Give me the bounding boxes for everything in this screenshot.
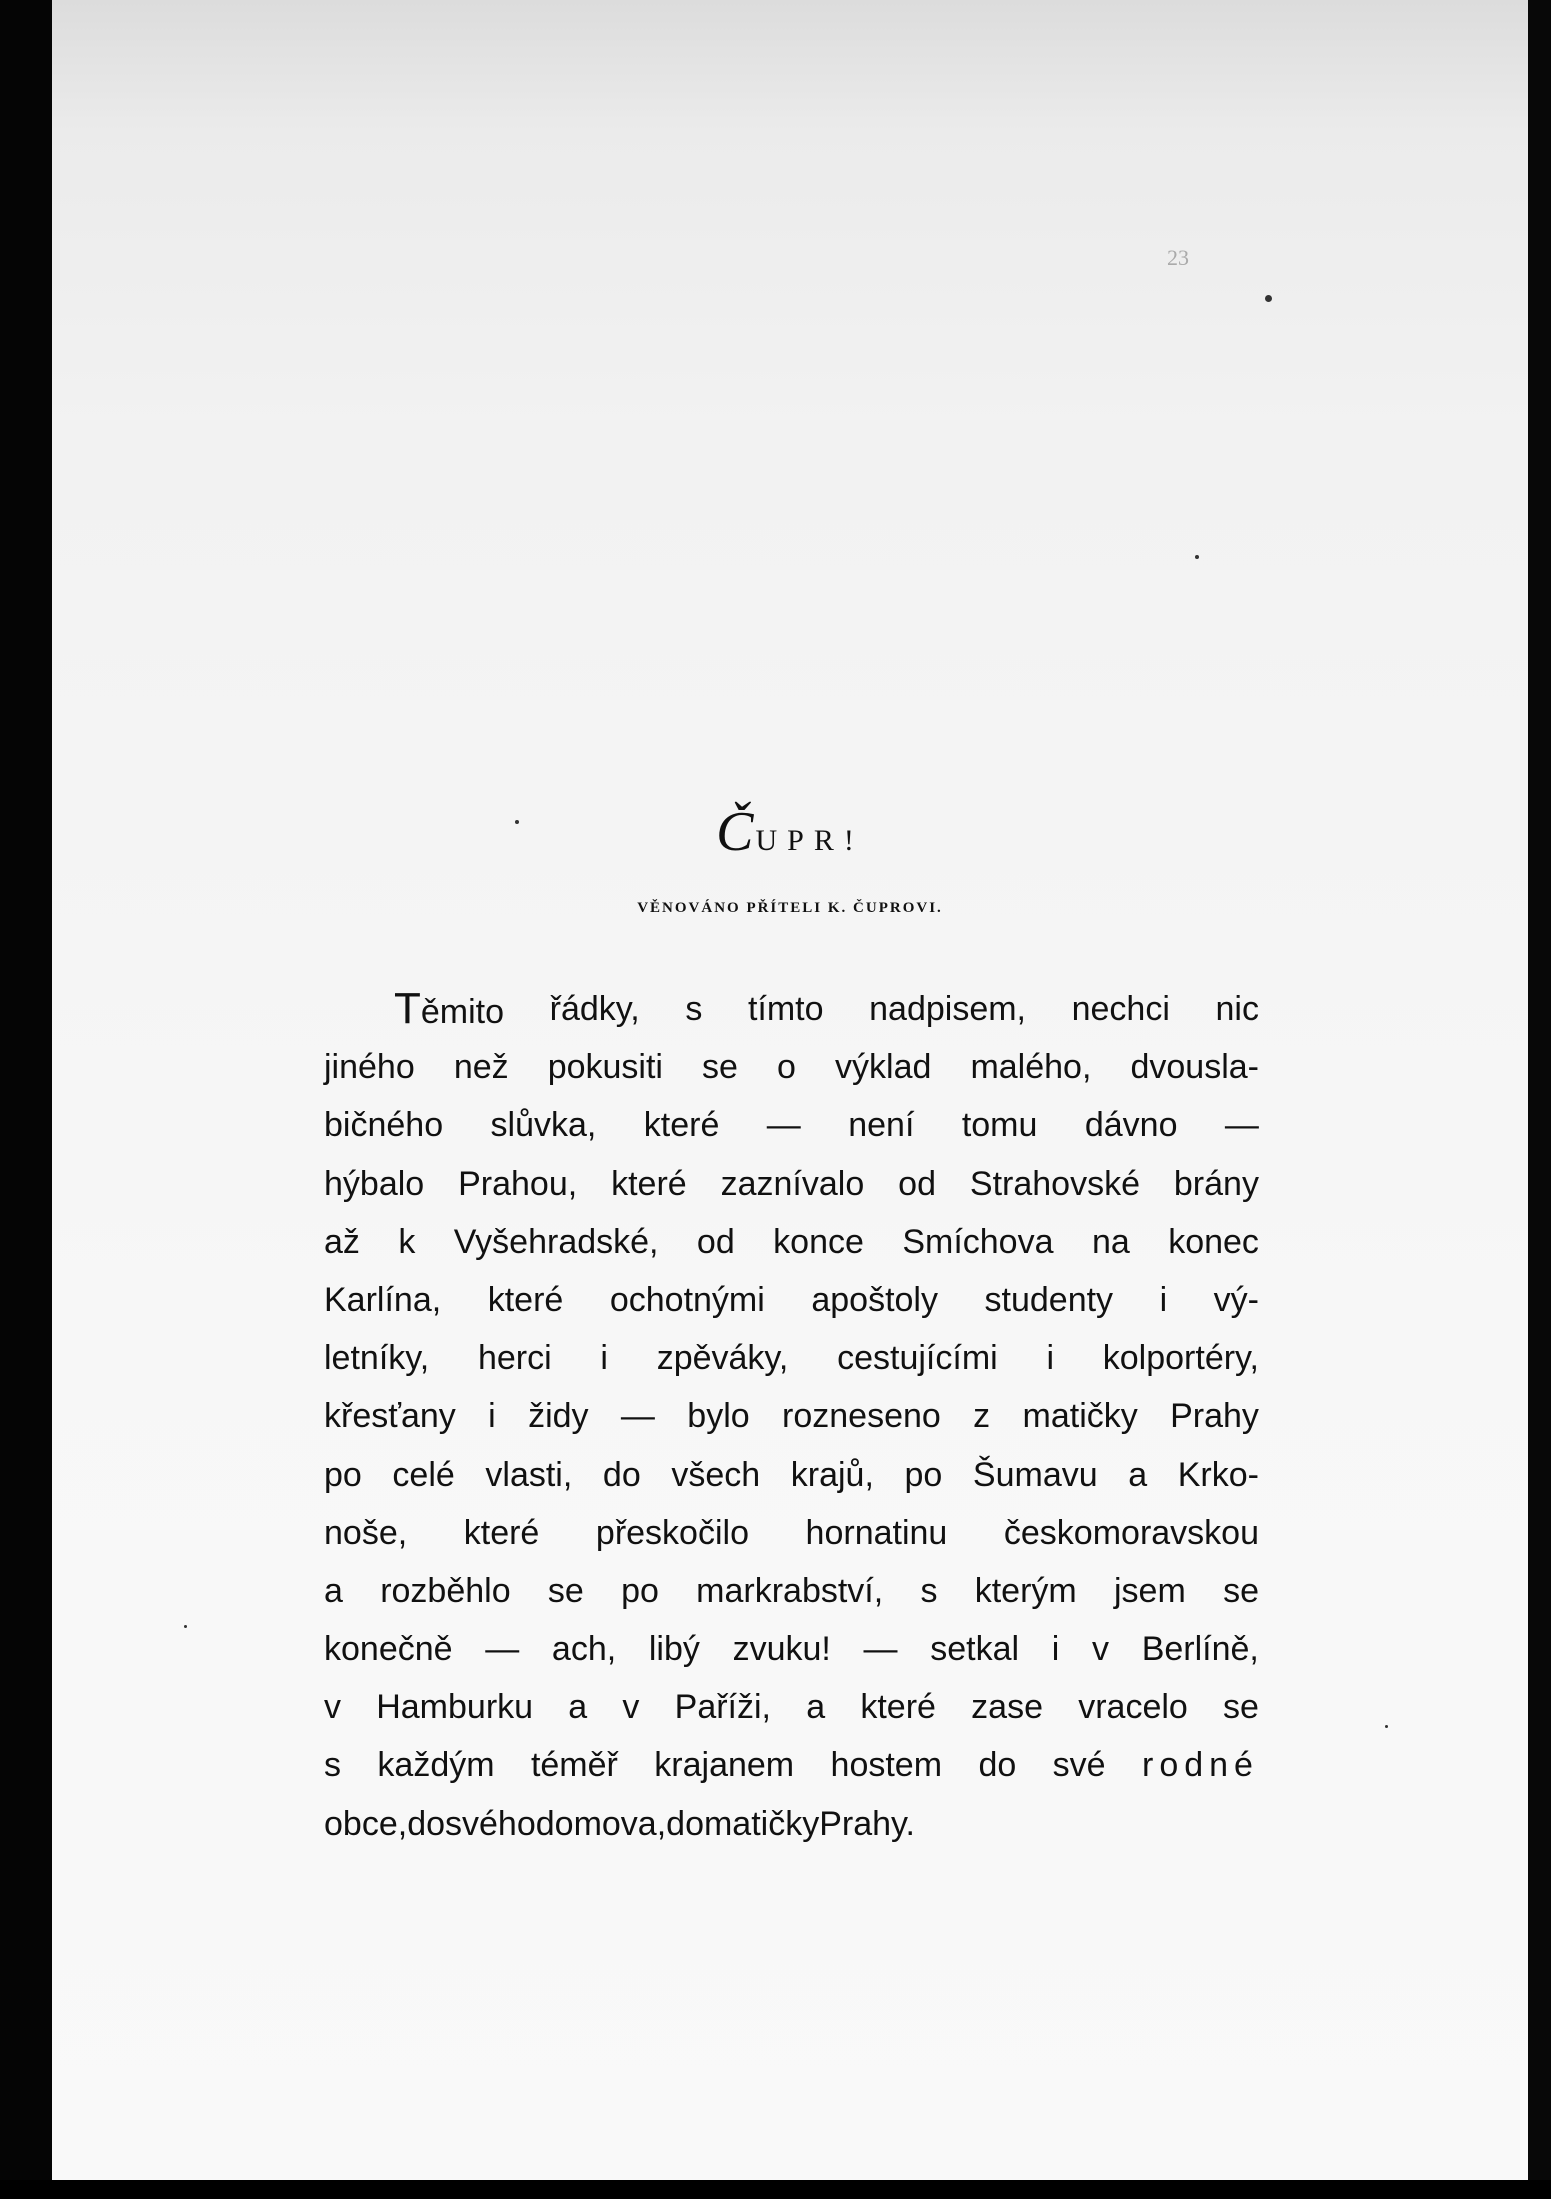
word: se xyxy=(702,1048,738,1087)
word: krajů, xyxy=(790,1455,874,1494)
word: o xyxy=(777,1048,796,1087)
word: až xyxy=(324,1222,360,1261)
word: zpěváky, xyxy=(656,1339,789,1378)
word: než xyxy=(453,1048,509,1087)
word: kterým xyxy=(974,1571,1077,1610)
title-initial: Č xyxy=(716,801,756,863)
text-line xyxy=(324,1387,1259,1445)
scan-speck xyxy=(515,820,519,824)
word: i xyxy=(1051,1630,1060,1669)
page-number: 23 xyxy=(1167,245,1189,270)
word: v xyxy=(324,1688,341,1727)
word: Strahovské xyxy=(969,1164,1140,1203)
word: libý xyxy=(648,1630,700,1669)
word: se xyxy=(547,1571,584,1610)
word: přeskočilo xyxy=(595,1513,749,1552)
word: brány xyxy=(1173,1164,1259,1203)
word: a xyxy=(568,1688,588,1727)
word: a xyxy=(806,1688,826,1727)
word: Smíchova xyxy=(902,1222,1054,1261)
word: vý- xyxy=(1213,1280,1259,1319)
word: bičného xyxy=(324,1106,444,1145)
text-line xyxy=(324,1736,1259,1794)
word: z xyxy=(973,1397,991,1436)
word: s xyxy=(920,1571,938,1610)
word: do xyxy=(666,1804,704,1843)
title-rest: UPR! xyxy=(755,824,864,857)
text-line xyxy=(324,1213,1259,1271)
text-line xyxy=(324,1038,1259,1096)
word: noše, xyxy=(324,1513,408,1552)
word: konec xyxy=(1168,1222,1259,1261)
word: studenty xyxy=(984,1280,1114,1319)
word: celé xyxy=(392,1455,455,1494)
word: které xyxy=(611,1164,687,1203)
word: s xyxy=(685,990,703,1028)
text-line xyxy=(324,1795,1259,1853)
word: zase xyxy=(971,1688,1043,1727)
book-page xyxy=(52,0,1528,2180)
word: setkal xyxy=(930,1630,1020,1669)
word: od xyxy=(898,1164,936,1203)
word: Prahy. xyxy=(819,1804,915,1843)
word: Karlína, xyxy=(324,1280,442,1319)
text-line xyxy=(324,1678,1259,1736)
word: kolportéry, xyxy=(1102,1339,1259,1378)
word: Těmito xyxy=(394,984,505,1033)
word: i xyxy=(1046,1339,1055,1378)
scan-bottom-edge xyxy=(0,2180,1551,2199)
text-line xyxy=(324,1446,1259,1504)
word: Paříži, xyxy=(674,1688,771,1727)
scan-speck xyxy=(184,1625,187,1628)
word: se xyxy=(1223,1571,1259,1610)
word: matičky xyxy=(1022,1397,1138,1436)
text-line xyxy=(324,980,1259,1038)
scan-right-edge xyxy=(1528,0,1551,2199)
word: Prahou, xyxy=(458,1164,578,1203)
word: slůvka, xyxy=(490,1106,597,1145)
word: hornatinu xyxy=(805,1513,948,1552)
word: — xyxy=(766,1106,801,1145)
word: vracelo xyxy=(1078,1688,1188,1727)
word: markrabství, xyxy=(696,1571,884,1610)
word: tímto xyxy=(747,990,824,1028)
word: — xyxy=(863,1630,898,1669)
word: zaznívalo xyxy=(720,1164,865,1203)
word: hýbalo xyxy=(324,1164,425,1203)
chapter-title xyxy=(52,800,1528,864)
word: rozběhlo xyxy=(380,1571,511,1610)
text-line xyxy=(324,1096,1259,1154)
word: téměř xyxy=(530,1746,618,1785)
word: malého, xyxy=(970,1048,1092,1087)
scan-speck xyxy=(1385,1725,1388,1728)
word: které xyxy=(860,1688,936,1727)
word: všech xyxy=(671,1455,761,1494)
word: s xyxy=(324,1746,341,1785)
word: krajanem xyxy=(654,1746,795,1785)
word: hostem xyxy=(830,1746,943,1785)
word: Šumavu xyxy=(972,1455,1098,1494)
word: i xyxy=(1159,1280,1168,1319)
word: Berlíně, xyxy=(1141,1630,1259,1669)
word: konce xyxy=(773,1222,864,1261)
word: jiného xyxy=(324,1048,415,1087)
word: v xyxy=(622,1688,640,1727)
word: domova, xyxy=(535,1804,667,1843)
text-line xyxy=(324,1620,1259,1678)
word: v xyxy=(1092,1630,1109,1669)
word: které xyxy=(643,1106,720,1145)
word: apoštoly xyxy=(811,1280,938,1319)
word: pokusiti xyxy=(547,1048,663,1087)
scan-left-edge xyxy=(0,0,52,2199)
body-paragraph xyxy=(324,980,1259,1853)
word: které xyxy=(463,1513,540,1552)
word: ach, xyxy=(551,1630,617,1669)
word: i xyxy=(600,1339,608,1378)
word: konečně xyxy=(324,1630,453,1669)
word: které xyxy=(487,1280,564,1319)
word: nechci xyxy=(1071,990,1170,1028)
word: po xyxy=(324,1455,362,1494)
word: rozneseno xyxy=(782,1397,941,1436)
dedication: VĚNOVÁNO PŘÍTELI K. ČUPROVI. xyxy=(637,900,943,916)
word: herci xyxy=(477,1339,552,1378)
word: není xyxy=(848,1106,915,1145)
word: — xyxy=(620,1397,655,1436)
word: křesťany xyxy=(324,1397,456,1436)
word: Krko- xyxy=(1177,1455,1259,1494)
word: se xyxy=(1223,1688,1259,1727)
word: tomu xyxy=(961,1106,1038,1145)
word: do xyxy=(602,1455,641,1494)
word: nic xyxy=(1215,990,1259,1028)
word: a xyxy=(324,1571,343,1610)
word: matičky xyxy=(703,1804,820,1843)
scan-speck xyxy=(1265,295,1272,302)
word: i xyxy=(488,1397,496,1436)
word: dávno xyxy=(1084,1106,1178,1145)
word: od xyxy=(696,1222,735,1261)
word: k xyxy=(398,1222,416,1261)
scan-speck xyxy=(1195,555,1199,559)
word: každým xyxy=(377,1746,495,1785)
word: cestujícími xyxy=(837,1339,998,1378)
word: dvousla- xyxy=(1130,1048,1259,1087)
word: ochotnými xyxy=(609,1280,765,1319)
word: do xyxy=(978,1746,1017,1785)
text-line xyxy=(324,1329,1259,1387)
word: nadpisem, xyxy=(869,990,1026,1028)
word: svého xyxy=(445,1804,536,1843)
word: českomoravskou xyxy=(1003,1513,1259,1552)
word: jsem xyxy=(1114,1571,1186,1610)
word: Vyšehradské, xyxy=(453,1222,659,1261)
word: vlasti, xyxy=(485,1455,573,1494)
text-line xyxy=(324,1562,1259,1620)
word: Prahy xyxy=(1170,1397,1259,1436)
word: — xyxy=(485,1630,520,1669)
text-line xyxy=(324,1155,1259,1213)
text-line xyxy=(324,1271,1259,1329)
word: své xyxy=(1052,1746,1106,1785)
word: obce, xyxy=(324,1804,408,1843)
word: bylo xyxy=(687,1397,750,1436)
word: zvuku! xyxy=(732,1630,831,1669)
word: výklad xyxy=(835,1048,932,1087)
word: a xyxy=(1128,1455,1148,1494)
text-line xyxy=(324,1504,1259,1562)
word: rodné xyxy=(1142,1746,1259,1785)
word: letníky, xyxy=(324,1339,430,1378)
word: do xyxy=(407,1804,446,1843)
word: po xyxy=(621,1571,659,1610)
word: na xyxy=(1091,1222,1130,1261)
word: — xyxy=(1224,1106,1259,1145)
word: řádky, xyxy=(549,990,640,1028)
word: po xyxy=(904,1455,943,1494)
word: Hamburku xyxy=(376,1688,534,1727)
word: židy xyxy=(528,1397,589,1436)
